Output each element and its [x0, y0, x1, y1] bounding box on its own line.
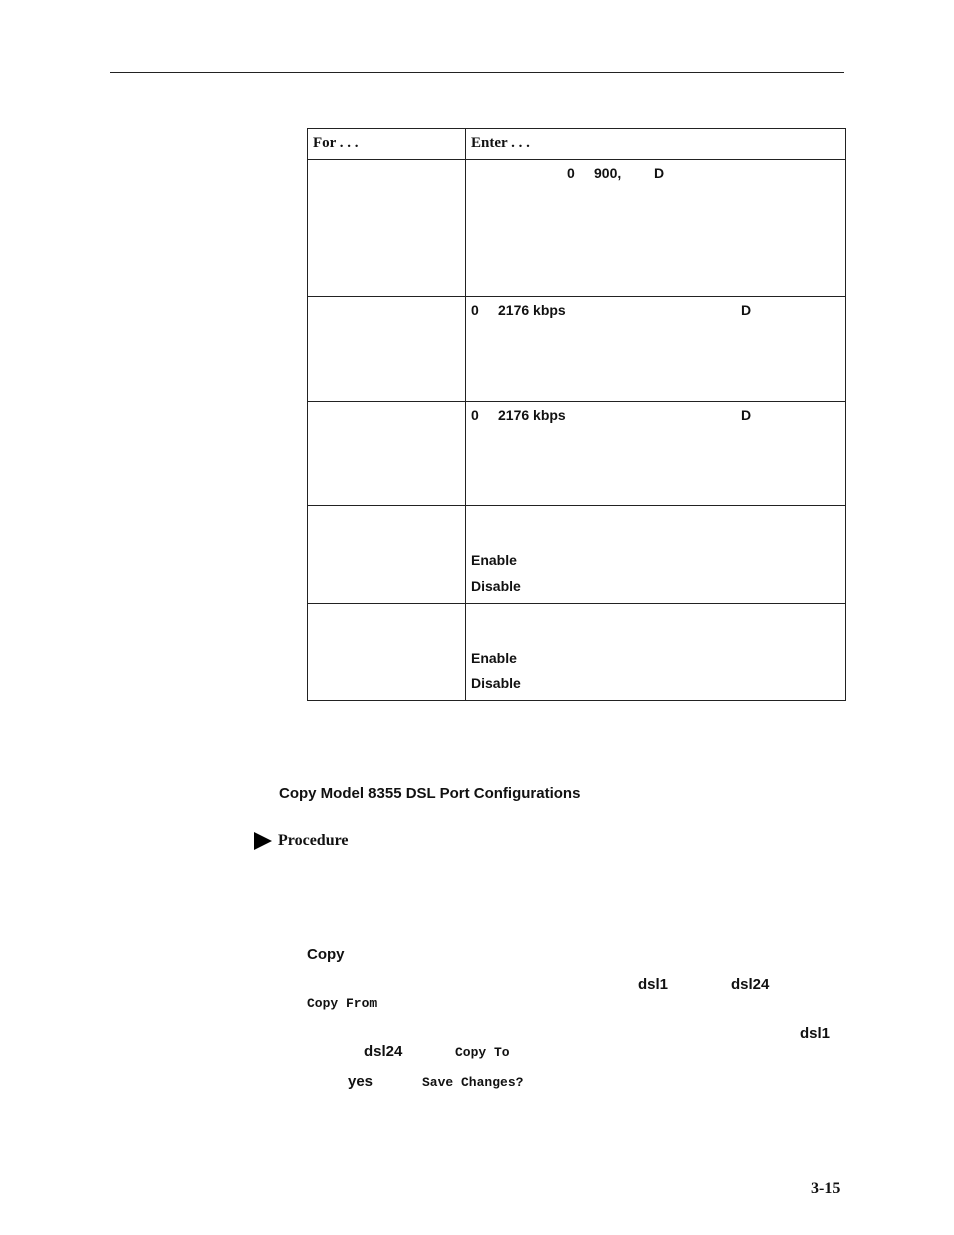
- default-marker: D: [654, 165, 665, 181]
- header-enter: Enter . . .: [466, 129, 846, 160]
- table-row: [308, 604, 846, 701]
- option-disable: Disable: [471, 578, 521, 594]
- table-cell-for: [308, 160, 466, 297]
- range-min: 0: [567, 165, 575, 181]
- procedure-label: Procedure: [278, 832, 349, 849]
- table-cell-enter: [466, 506, 846, 604]
- table-cell-enter: [466, 297, 846, 402]
- field-copy-to: Copy To: [455, 1045, 510, 1060]
- procedure-heading: [254, 832, 349, 850]
- option-disable: Disable: [471, 675, 521, 691]
- section-heading: Copy Model 8355 DSL Port Configurations: [279, 785, 581, 802]
- range-max: 2176 kbps: [498, 407, 566, 423]
- range-max: 2176 kbps: [498, 302, 566, 318]
- header-rule: [110, 72, 844, 73]
- default-marker: D: [741, 302, 752, 318]
- answer-yes: yes: [348, 1073, 374, 1090]
- table-cell-enter: [466, 604, 846, 701]
- table-cell-for: [308, 297, 466, 402]
- port-dsl24: dsl24: [364, 1043, 403, 1060]
- table-row: [308, 297, 846, 402]
- option-enable: Enable: [471, 552, 517, 568]
- table-cell-for: [308, 402, 466, 506]
- table-cell-for: [308, 604, 466, 701]
- default-marker: D: [741, 407, 752, 423]
- table-cell-enter: [466, 160, 846, 297]
- table-row: [308, 506, 846, 604]
- range-min: 0: [471, 407, 479, 423]
- port-dsl1: dsl1: [800, 1025, 831, 1042]
- range-max: 900,: [594, 165, 622, 181]
- port-dsl1: dsl1: [638, 976, 669, 993]
- parameter-table: [307, 128, 846, 701]
- table-row: [308, 402, 846, 506]
- menu-copy: Copy: [307, 946, 345, 963]
- range-min: 0: [471, 302, 479, 318]
- table-cell-enter: [466, 402, 846, 506]
- prompt-save-changes: Save Changes?: [422, 1075, 524, 1090]
- table-header-row: [308, 129, 846, 160]
- header-for: For . . .: [308, 129, 466, 160]
- table-row: [308, 160, 846, 297]
- triangle-right-icon: [254, 832, 272, 850]
- field-copy-from: Copy From: [307, 996, 378, 1011]
- option-enable: Enable: [471, 650, 517, 666]
- page-number: 3-15: [811, 1180, 841, 1197]
- table-cell-for: [308, 506, 466, 604]
- port-dsl24: dsl24: [731, 976, 770, 993]
